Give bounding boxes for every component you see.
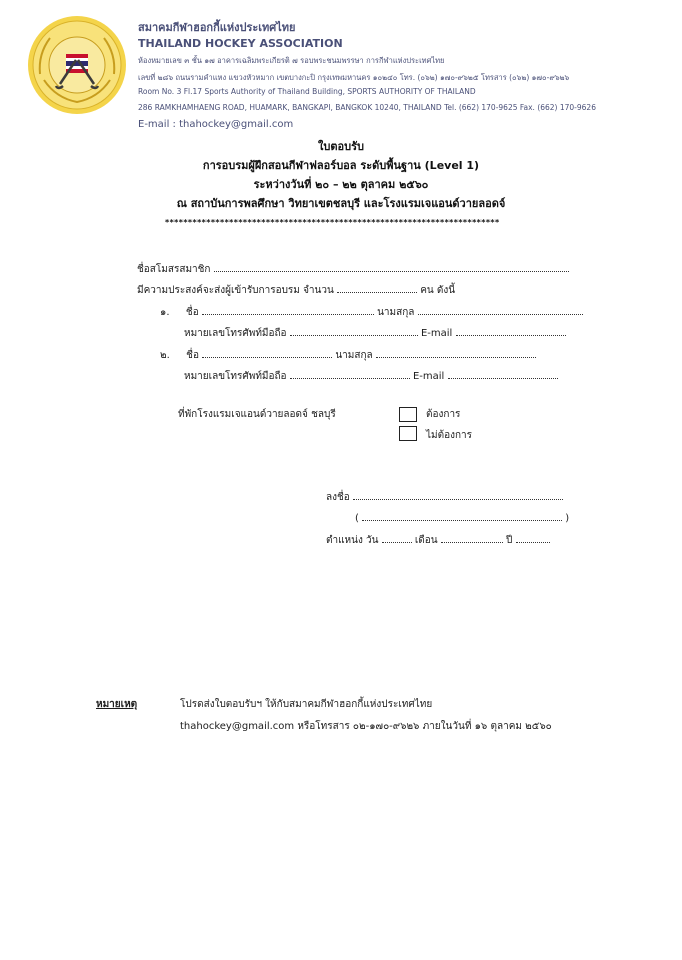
club-label: ชื่อสโมสรสมาชิก — [137, 264, 211, 275]
participant-2-name-row — [160, 348, 536, 363]
participant-1-number: ๑. — [160, 307, 170, 318]
participant-2-number: ๒. — [160, 350, 170, 361]
address-thai-line-2: เลขที่ ๒๘๖ ถนนรามคำแหง แขวงหัวหมาก เขตบางกะปิ กรุงเทพมหานคร ๑๐๒๔๐ โทร. (๐๖๒) ๑๗๐-๙๖๒๕ โทรสาร (๐๖๒) ๑๗๐-๙๖๒๖ — [138, 73, 570, 82]
participant-2-name-label: ชื่อ — [186, 350, 199, 361]
association-name-thai: สมาคมกีฬาฮอกกี้แห่งประเทศไทย — [138, 21, 296, 34]
participant-1-name-field[interactable] — [202, 305, 374, 315]
participant-1-contact-row — [184, 326, 566, 341]
hotel-required-label: ต้องการ — [426, 409, 461, 420]
signature-label: ลงชื่อ — [326, 492, 350, 503]
participant-2-phone-field[interactable] — [290, 369, 410, 379]
document-title: ใบตอบรับ — [318, 140, 364, 153]
year-field[interactable] — [516, 533, 550, 543]
participant-1-name-row — [160, 305, 583, 320]
participant-1-phone-label: หมายเลขโทรศัพท์มือถือ — [184, 328, 287, 339]
participant-1-email-label: E-mail — [420, 328, 453, 339]
participant-1-email-field[interactable] — [456, 326, 566, 336]
printed-name-row — [355, 511, 569, 524]
year-label: ปี — [506, 535, 513, 546]
position-date-row — [326, 533, 550, 548]
signature-row — [326, 490, 563, 505]
note-label: หมายเหตุ — [96, 699, 138, 710]
participant-1-name-label: ชื่อ — [185, 307, 199, 318]
hockey-association-logo — [26, 14, 128, 116]
close-paren: ) — [565, 513, 570, 524]
note-line-1: โปรดส่งใบตอบรับฯ ให้กับสมาคมกีฬาฮอกกี้แห่งประเทศไทย — [180, 699, 433, 710]
participant-2-surname-field[interactable] — [376, 348, 536, 358]
participant-2-surname-label: นามสกุล — [335, 350, 373, 361]
club-row — [137, 262, 569, 277]
participant-1-phone-field[interactable] — [290, 326, 418, 336]
note-line-2: thahockey@gmail.com หรือโทรสาร ๐๒-๑๗๐-๙๖๒๖ ภายในวันที่ ๑๖ ตุลาคม ๒๕๖๐ — [180, 721, 552, 732]
address-thai-line-1: ห้องหมายเลข ๓ ชั้น ๑๗ อาคารเฉลิมพระเกียรติ ๗ รอบพระชนมพรรษา การกีฬาแห่งประเทศไทย — [138, 56, 445, 65]
course-title: การอบรมผู้ฝึกสอนกีฬาฟลอร์บอล ระดับพื้นฐาน (Level 1) — [202, 159, 480, 172]
intent-label: มีความประสงค์จะส่งผู้เข้ารับการอบรม จำนวน — [137, 285, 334, 296]
association-email: E-mail : thahockey@gmail.com — [138, 119, 294, 130]
participant-2-email-field[interactable] — [448, 369, 558, 379]
club-name-field[interactable] — [214, 262, 569, 272]
open-paren: ( — [355, 513, 359, 524]
star-divider: ************************************************************************* — [165, 218, 500, 227]
hotel-not-required-label: ไม่ต้องการ — [426, 430, 473, 441]
day-field[interactable] — [382, 533, 412, 543]
participant-2-phone-label: หมายเลขโทรศัพท์มือถือ — [184, 371, 287, 382]
participant-1-surname-label: นามสกุล — [377, 307, 415, 318]
participant-1-surname-field[interactable] — [418, 305, 583, 315]
association-name-english: THAILAND HOCKEY ASSOCIATION — [138, 37, 343, 50]
address-english-line-2: 286 RAMKHAMHAENG ROAD, HUAMARK, BANGKAPI, BANGKOK 10240, THAILAND Tel. (662) 170-9625 Fax. (662) 170-9626 — [138, 103, 596, 112]
intent-unit: คน ดังนี้ — [420, 285, 456, 296]
intent-row — [137, 283, 455, 298]
hotel-required-checkbox[interactable] — [399, 407, 417, 422]
course-dates: ระหว่างวันที่ ๒๐ – ๒๒ ตุลาคม ๒๕๖๐ — [253, 178, 429, 191]
month-field[interactable] — [441, 533, 503, 543]
signature-field[interactable] — [353, 490, 563, 500]
participant-2-name-field[interactable] — [202, 348, 332, 358]
participant-2-email-label: E-mail — [412, 371, 445, 382]
address-english-line-1: Room No. 3 Fl.17 Sports Authority of Thailand Building, SPORTS AUTHORITY OF THAILAND — [138, 87, 476, 96]
printed-name-field[interactable] — [362, 511, 562, 521]
month-label: เดือน — [414, 535, 438, 546]
course-venue: ณ สถาบันการพลศึกษา วิทยาเขตชลบุรี และโรงแรมเจแอนด์วายลอดจ์ — [176, 197, 506, 210]
participant-2-contact-row — [184, 369, 558, 384]
participant-count-field[interactable] — [337, 283, 417, 293]
position-day-label: ตำแหน่ง วัน — [326, 535, 379, 546]
hotel-label: ที่พักโรงแรมเจแอนด์วายลอดจ์ ชลบุรี — [178, 409, 336, 420]
hotel-not-required-checkbox[interactable] — [399, 426, 417, 441]
